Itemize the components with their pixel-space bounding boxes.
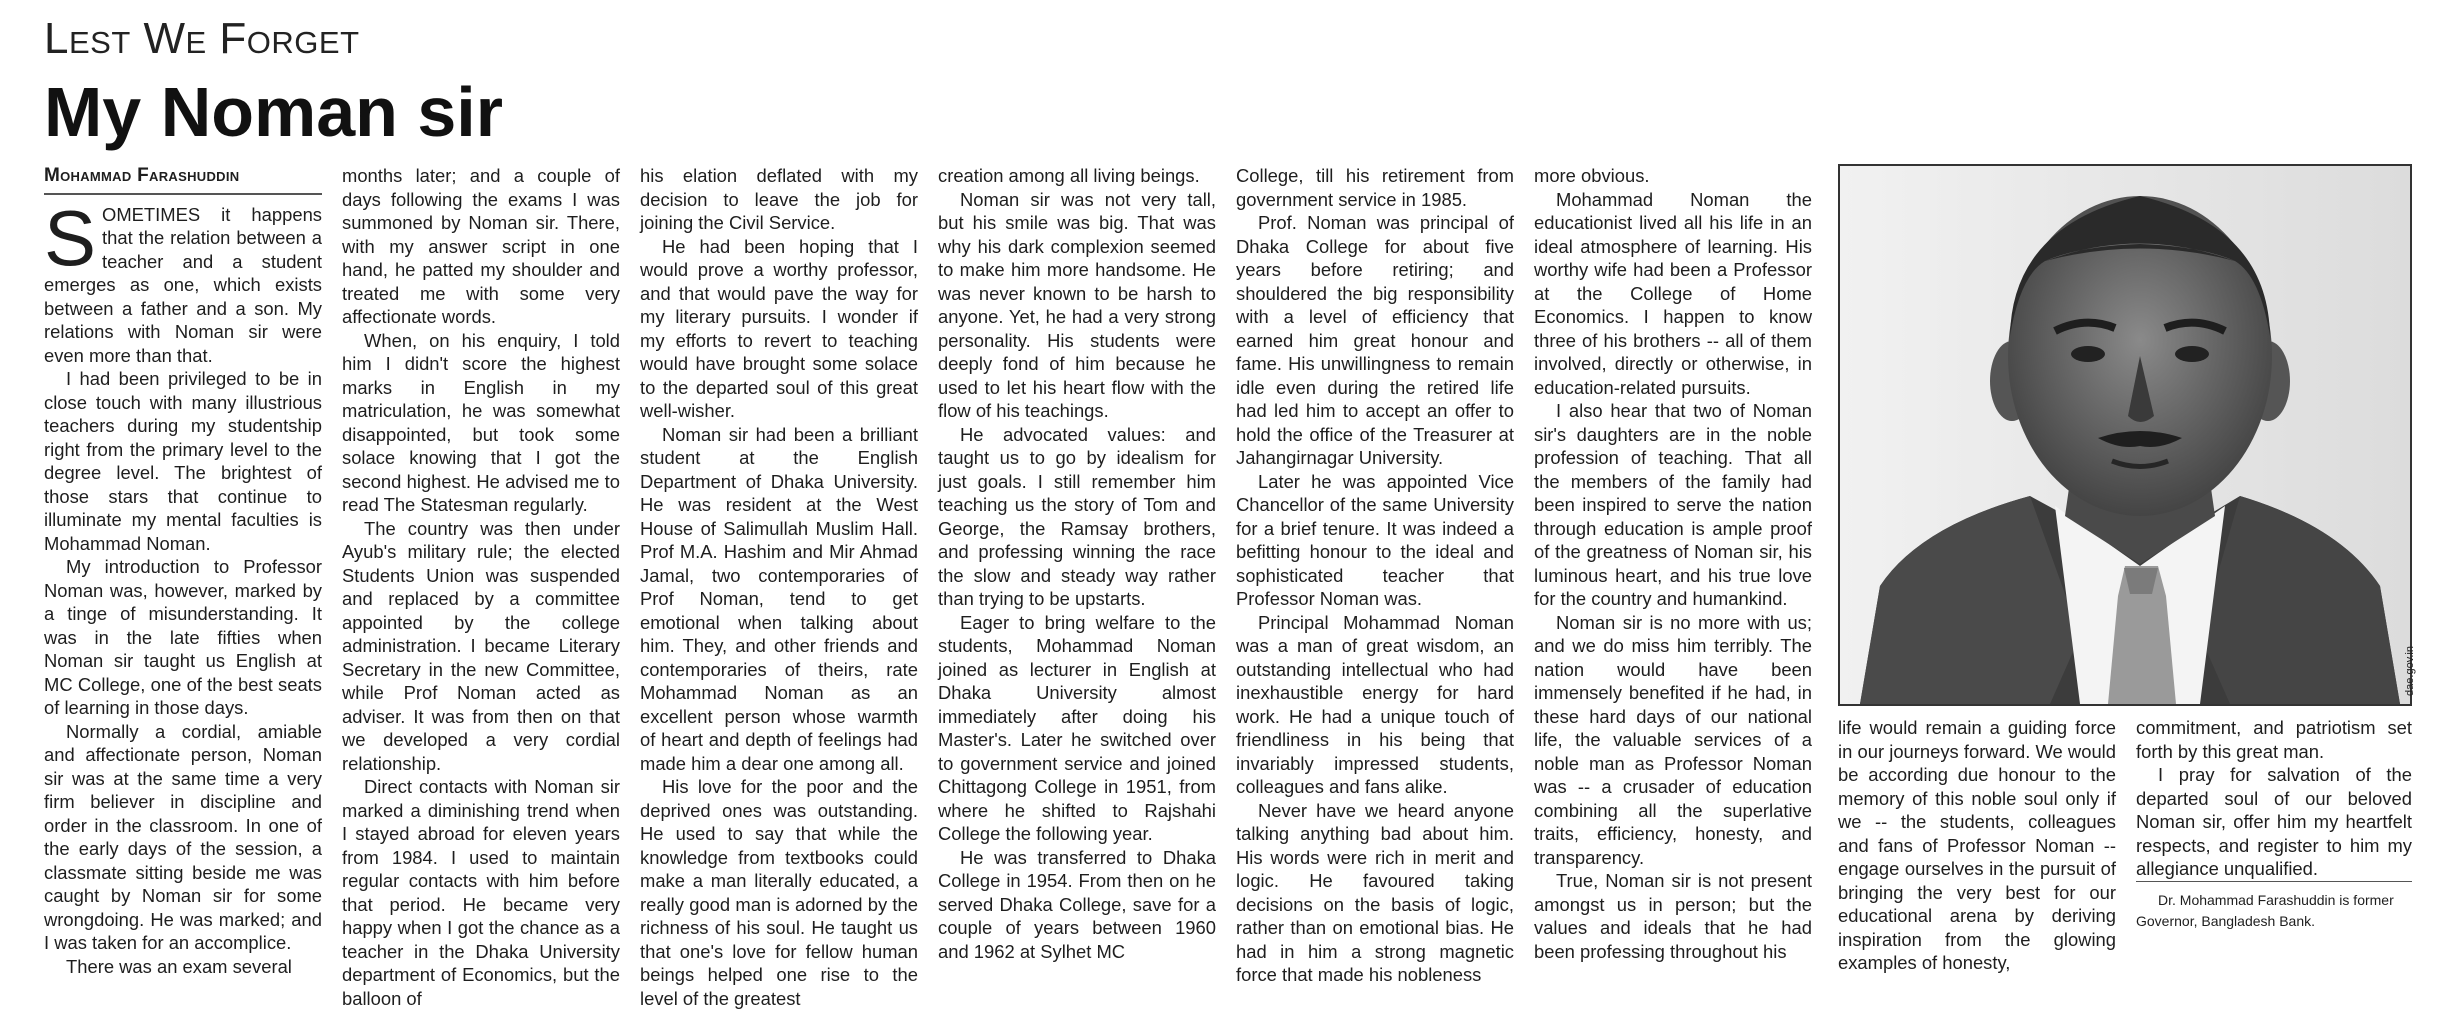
column-body (342, 164, 620, 1010)
article-column-3 (640, 164, 918, 1010)
article-paragraph: Eager to bring welfare to the students, Mohammad Noman joined as lecturer in English at Dhaka University almost immediately after doing his Master's. Later he switched over to government service and joined Chittagong College in 1951, from where he shifted to Rajshahi College the following year. (938, 611, 1216, 844)
column-body (1534, 164, 1812, 963)
article-paragraph: Direct contacts with Noman sir marked a diminishing trend when I stayed abroad for eleven years from 1984. I used to maintain regular contacts with him before that period. He became very happy when I got the chance as a teacher in the Dhaka University department of Economics, but the balloon of (342, 776, 620, 1009)
article-column-6 (1534, 164, 1812, 963)
article-column-7 (1838, 716, 2116, 975)
column-body (1236, 164, 1514, 987)
photo-credit: dae.gov.in (2404, 646, 2416, 696)
byline: Mohammad Farashuddin (44, 164, 322, 195)
column-body (938, 164, 1216, 963)
article-paragraph: The country was then under Ayub's military rule; the elected Students Union was suspended and replaced by a committee appointed by the college administration. I became Literary Secretary in the new Committee, while Prof Noman acted as adviser. It was from then on that we developed a very cordial relationship. (342, 517, 620, 774)
article-paragraph: He was transferred to Dhaka College in 1954. From then on he served Dhaka College, save for a couple of years between 1960 and 1962 at Sylhet MC (938, 846, 1216, 962)
article-paragraph: I had been privileged to be in close touch with many illustrious teachers during my studentship right from the primary level to the degree level. The brightest of those stars that continue to illuminate my mental faculties is Mohammad Noman. (44, 368, 322, 554)
portrait-illustration (1840, 166, 2410, 704)
column-body (44, 193, 322, 979)
portrait-photo (1838, 164, 2416, 706)
article-paragraph: I pray for salvation of the departed soul of our beloved Noman sir, offer him my heartfelt respects, and register to him my allegiance unqualified. (2136, 764, 2412, 879)
article-paragraph: his elation deflated with my decision to leave the job for joining the Civil Service. (640, 165, 918, 233)
article-paragraph: months later; and a couple of days following the exams I was summoned by Noman sir. There, with my answer script in one hand, he patted my shoulder and treated me with some very affectionate words. (342, 165, 620, 327)
article-paragraph: Prof. Noman was principal of Dhaka College for about five years before retiring; and shouldered the big responsibility with a level of efficiency that earned him great honour and fame. His unwillingness to remain idle even during the retired life had led him to accept an offer to hold the office of the Treasurer at Jahangirnagar University. (1236, 212, 1514, 468)
article-column-5 (1236, 164, 1514, 987)
article-paragraph: Later he was appointed Vice Chancellor of the same University for a brief tenure. It was indeed a befitting honour to the ideal and sophisticated teacher that Professor Noman was. (1236, 470, 1514, 609)
article-paragraph: College, till his retirement from government service in 1985. (1236, 165, 1514, 210)
article-paragraph: He had been hoping that I would prove a worthy professor, and that would pave the way for my literary pursuits. I wonder if my efforts to revert to teaching would have brought some solace to the departed soul of this great well-wisher. (640, 235, 918, 421)
section-kicker: Lest We Forget (44, 14, 360, 63)
article-paragraph: Principal Mohammad Noman was a man of great wisdom, an outstanding intellectual who had inexhaustible energy for hard work. He had a unique touch of friendliness in his being that invariably impressed students, colleagues and fans alike. (1236, 611, 1514, 797)
article-column-8 (2136, 716, 2412, 932)
article-paragraph: Normally a cordial, amiable and affectionate person, Noman sir was at the same time a very firm believer in discipline and order in the classroom. In one of the early days of the session, a classmate sitting beside me was caught by Noman sir for some wrongdoing. He was marked; and I was taken for an accomplice. (44, 720, 322, 953)
article-paragraph: When, on his enquiry, I told him I didn't score the highest marks in English in my matriculation, he was somewhat disappointed, but took some solace knowing that I got the second highest. He advised me to read The Statesman regularly. (342, 329, 620, 515)
article-column-2 (342, 164, 620, 1010)
article-column-4 (938, 164, 1216, 963)
article-paragraph: There was an exam several (66, 955, 292, 977)
column-body (2136, 716, 2412, 881)
column-body (640, 164, 918, 1010)
article-paragraph: Noman sir was not very tall, but his smile was big. That was why his dark complexion seemed to make him more handsome. He was never known to be harsh to anyone. Yet, he had a very strong personality. His students were deeply fond of him because he used to let his heart flow with the flow of his teachings. (938, 188, 1216, 421)
article-paragraph: Mohammad Noman the educationist lived all his life in an ideal atmosphere of learning. His worthy wife had been a Professor at the College of Home Economics. I happen to know three of his brothers -- all of them involved, directly or otherwise, in education-related pursuits. (1534, 188, 1812, 398)
article-title: My Noman sir (44, 73, 503, 151)
article-paragraph: Noman sir had been a brilliant student at the English Department of Dhaka University. He was resident at the West House of Salimullah Muslim Hall. Prof M.A. Hashim and Mir Ahmad Jamal, two contemporaries of Prof Noman, tend to get emotional when talking about him. They, and other friends and contemporaries of theirs, rate Mohammad Noman as an excellent person whose warmth of heart and depth of feelings had made him a dear one among all. (640, 423, 918, 774)
column-body (1838, 716, 2116, 975)
article-paragraph: Noman sir is no more with us; and we do miss him terribly. The nation would have been immensely benefited if he had, in these hard days of our national life, the valuable services of a noble man as Professor Noman was -- a crusader of education combining all the superlative traits, efficiency, honesty, and transparency. (1534, 611, 1812, 868)
article-paragraph: True, Noman sir is not present amongst us in person; but the values and ideals that he had been professing throughout his (1534, 870, 1812, 962)
drop-cap: S (44, 193, 97, 282)
article-paragraph: His love for the poor and the deprived ones was outstanding. He used to say that while the knowledge from textbooks could make a man literally educated, a really good man is adorned by the richness of his soul. He taught us that one's love for fellow human beings helped one rise to the level of the greatest (640, 776, 918, 1009)
article-paragraph: life would remain a guiding force in our journeys forward. We would be according due honour to the memory of this noble soul only if we -- the students, colleagues and fans of Professor Noman -- engage ourselves in the pursuit of bringing the very best for our educational arena by deriving inspiration from the glowing examples of honesty, (1838, 717, 2116, 973)
article-paragraph: Never have we heard anyone talking anything bad about him. His words were rich in merit and logic. He favoured taking decisions on the basis of logic, rather than on emotional bias. He had in him a strong magnetic force that made his nobleness (1236, 799, 1514, 985)
article-paragraph: creation among all living beings. (938, 165, 1200, 186)
article-paragraph: He advocated values: and taught us to go by idealism for just goals. I still remember him teaching us the story of Tom and George, the Ramsay brothers, and professing winning the race the slow and steady way rather than trying to be upstarts. (938, 423, 1216, 609)
author-footnote: Dr. Mohammad Farashuddin is former Governor, Bangladesh Bank. (2136, 881, 2412, 932)
article-paragraph: commitment, and patriotism set forth by this great man. (2136, 717, 2412, 762)
article-paragraph: OMETIMES it happens that the relation between a teacher and a student emerges as one, which exists between a father and a son. My relations with Noman sir were even more than that. (44, 203, 322, 366)
article-paragraph: more obvious. (1534, 165, 1650, 186)
article-column-1 (44, 164, 322, 978)
article-paragraph: My introduction to Professor Noman was, however, marked by a tinge of misunderstanding. It was in the late fifties when Noman sir taught us English at MC College, one of the best seats of learning in those days. (44, 556, 322, 718)
article-paragraph: I also hear that two of Noman sir's daughters are in the noble profession of teaching. That all the members of the family had been inspired to serve the nation through education is ample proof of the greatness of Noman sir, his luminous heart, and his true love for the country and humankind. (1534, 400, 1812, 609)
